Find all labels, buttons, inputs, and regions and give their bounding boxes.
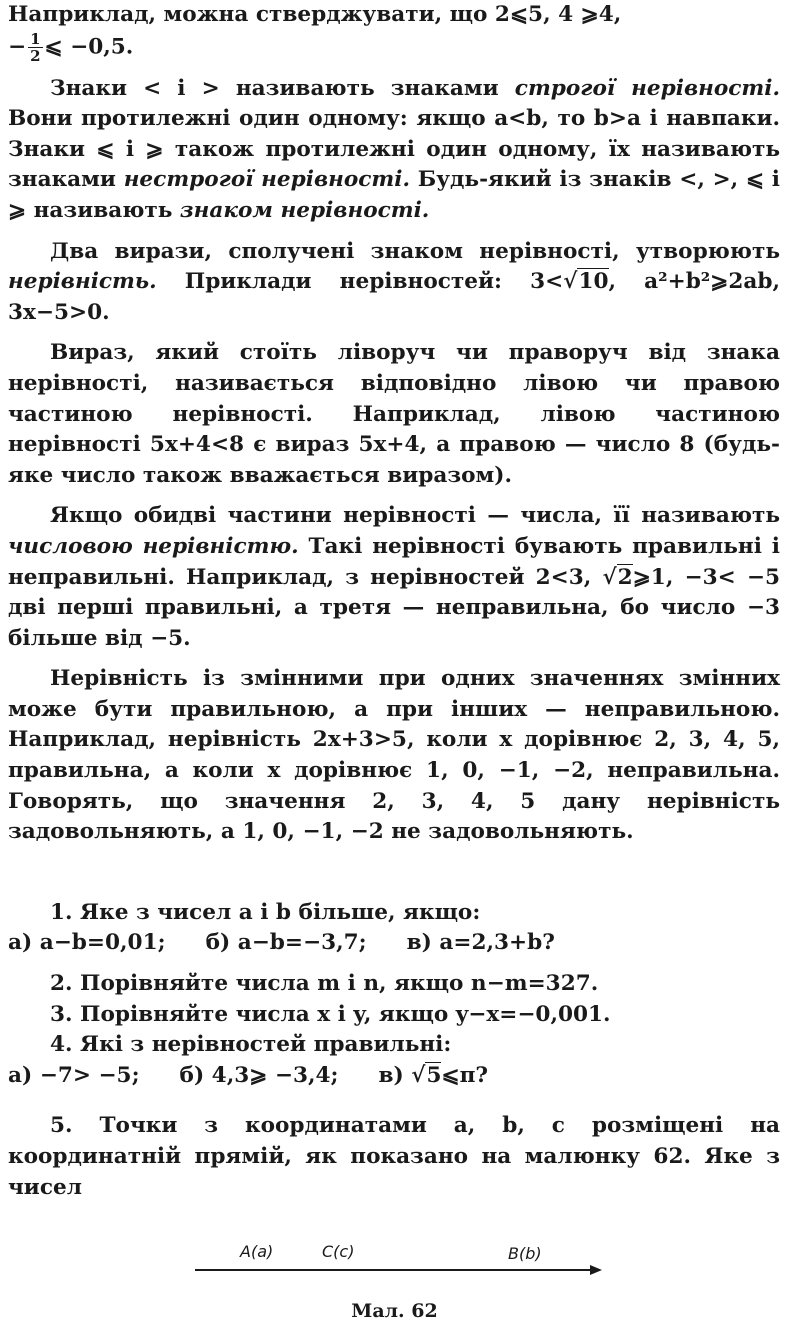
coordinate-line-figure [190, 1240, 610, 1280]
fraction-one-half: $\frac{1}{2}$ [30, 29, 41, 65]
sqrt-2: √2 [602, 564, 633, 590]
exercise-1: 1. Яке з чисел a і b більше, якщо: [50, 899, 481, 925]
exercise-4a: а) −7> −5; [8, 1062, 140, 1088]
arrow-head-icon [590, 1265, 602, 1275]
figure-caption: Мал. 62 [351, 1300, 438, 1322]
paragraph-numeric: Якщо обидві частини нерівності — числа, її називають числовою нерівністю. Такі нерівності бувають правильні і неправильні. Наприклад, з нерівностей 2<3, √2⩾1, −3< −5 дві перші правильні, а третя — неправильна, бо число −3 більше від −5. [8, 503, 780, 651]
point-c-label: C(c) [322, 1242, 355, 1261]
exercise-1c: в) a=2,3+b? [406, 930, 555, 956]
text-body [8, 0, 780, 1203]
term-numeric: числовою нерівністю. [8, 533, 299, 559]
point-b-label: B(b) [508, 1244, 542, 1263]
exercise-1a: а) a−b=0,01; [8, 930, 166, 956]
paragraph-1: Наприклад, можна стверджувати, що 2⩽5, 4 ⩾4, − $\frac{1}{2}$ ⩽ −0,5. [8, 2, 622, 65]
term-nonstrict: нестрогої нерівності. [123, 167, 410, 193]
exercise-3: 3. Порівняйте числа x і y, якщо y−x=−0,001. [50, 1001, 611, 1027]
exercise-2: 2. Порівняйте числа m і n, якщо n−m=327. [50, 971, 599, 997]
exercise-1-options [8, 928, 780, 959]
term-sign: знаком нерівності. [179, 197, 430, 223]
exercise-4: 4. Які з нерівностей правильні: [50, 1032, 452, 1058]
exercise-5: 5. Точки з координатами a, b, c розміщені на координатній прямій, як показано на малюнку 62. Яке з чисел [8, 1113, 780, 1200]
term-inequality: нерівність. [8, 269, 157, 295]
paragraph-inequality-definition: Два вирази, сполучені знаком нерівності, утворюють нерівність. Приклади нерівностей: 3<√10, a²+b²⩾2ab, 3x−5>0. [8, 238, 780, 325]
point-a-label: A(a) [240, 1242, 274, 1261]
exercise-4c: в) √5⩽π? [378, 1062, 489, 1088]
paragraph-parts: Вираз, який стоїть ліворуч чи праворуч від знака нерівності, називається відповідно лівою чи правою частиною нерівності. Наприклад, лівою частиною нерівності 5x+4<8 є вираз 5x+4, а правою — число 8 (будь-яке число також вважається виразом). [8, 340, 780, 488]
minus-sign: − [8, 34, 27, 60]
exercise-4-options [8, 1061, 780, 1092]
paragraph-strict-inequality: Знаки < і > називають знаками строгої нерівності. Вони протилежні один одному: якщо a<b, то b>a і навпаки. Знаки ⩽ і ⩾ також протилежні один одному, їх називають знаками нестрогої нерівності. Будь-який із знаків <, >, ⩽ і ⩾ називають знаком нерівності. [8, 75, 780, 223]
term-strict: строгої нерівності. [514, 75, 780, 101]
sqrt-5: √5 [411, 1062, 442, 1088]
sqrt-10: √10 [563, 269, 609, 295]
exercise-1b: б) a−b=−3,7; [205, 930, 367, 956]
paragraph-variables: Нерівність із змінними при одних значеннях змінних може бути правильною, а при інших — неправильною. Наприклад, нерівність 2x+3>5, коли x дорівнює 2, 3, 4, 5, правильна, а коли x дорівнює 1, 0, −1, −2, неправильна. Говорять, що значення 2, 3, 4, 5 дану нерівність задовольняють, а 1, 0, −1, −2 не задовольняють. [8, 666, 780, 845]
exercise-4b: б) 4,3⩾ −3,4; [179, 1062, 339, 1088]
